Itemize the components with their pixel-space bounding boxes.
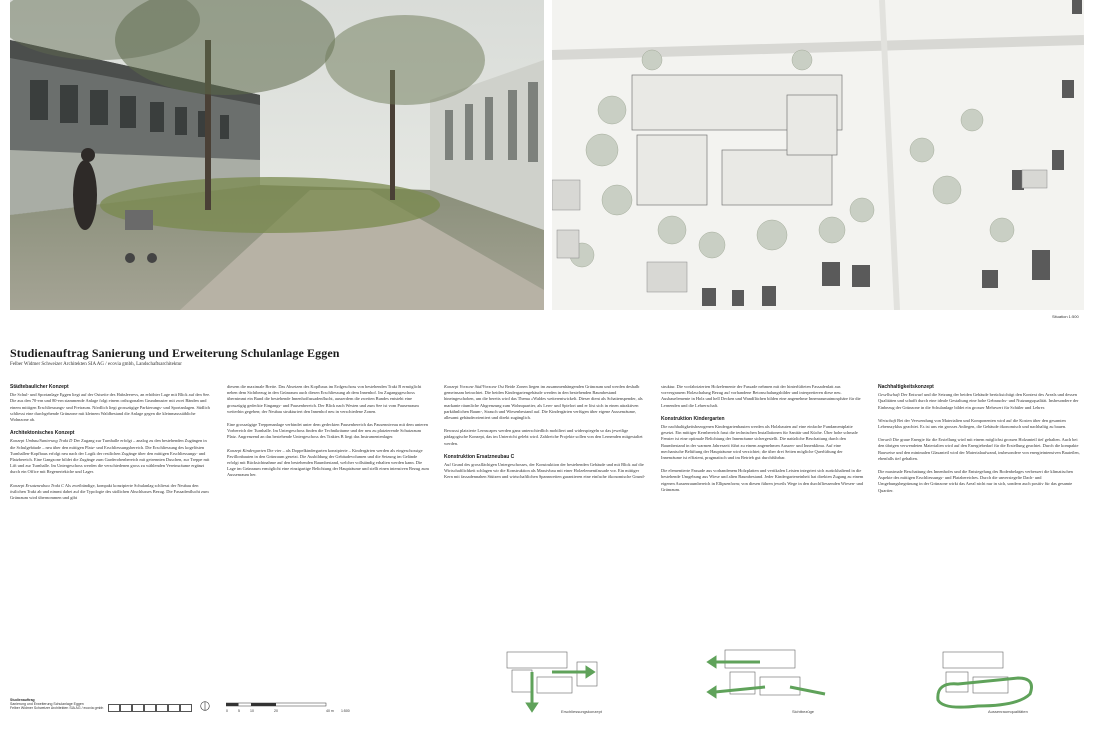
- scale-tick-label: 10: [250, 709, 254, 713]
- page-subtitle: Felber Widmer Schweizer Architekten SIA AG / ecovia gmbh, Landschaftsarchitektur: [10, 362, 182, 367]
- scale-bar-graphic: [226, 702, 356, 708]
- paragraph-body: Beide Zonen liegen im zusammenhängenden Grünraum und werden deshalb gemeinsam betrachtet. Die beiden Kindergartengebäude werden in den bestehenden Baumbestand hineingeschoben, um die bereits wird das Thema «Waldes weiterentwickelt. Dieser dient als Schattenspender, als markante räumliche Abgrenzung zum Wohnquartier, als Lern- und Spielort und er löst sich in einen attraktiven parkähnlichen Baum-, Strauch und Wiesenbestand auf. Die Kindergärten verfügen über eigene Aussenräume, allesamt gebäudeorientiert und direkt zugänglich.: [444, 384, 643, 421]
- section-paragraph: Bewusst platzierte Lernscapes werden ganz unterschiedlich mobiliert und widerspiegeln so das jeweilige pädagogische Konzept, das im Unterricht gelebt wird. Zahlreiche Projekte sollen von den Lernenden mitgestaltet werden.: [444, 428, 643, 446]
- text-column-4: [661, 384, 864, 500]
- scale-tick-label: 0: [226, 709, 228, 713]
- legend-box: [156, 704, 168, 712]
- diagram-caption: Aussenraumqualitäten: [988, 709, 1028, 714]
- text-column-2: [227, 384, 430, 486]
- legend-box: [168, 704, 180, 712]
- section-paragraph: Die maximale Beschattung des Innenhofes und die Entsiegelung des Bodenbelages verbessert die klimatischen Aspekte des mittigen Erschliessungs- und Platzbereiches. Durch die unversiegelte Dach- und Umgebungsbegrünung in der Grünzone wirkt das Areal nicht nur in sich, sondern auch positiv für das gesamte Quartier.: [878, 469, 1073, 493]
- footer-line: Felber Widmer Schweizer Architekten SIA AG / ecovia gmbh: [10, 706, 104, 711]
- scale-tick-label: 20: [274, 709, 278, 713]
- section-paragraph: [227, 448, 430, 479]
- section-paragraph: Auf Grund des grossflächigen Untergeschosses, der Konstruktion der bestehenden Gebäude und mit Blick auf die Wirtschaftlichkeit schlagen wir die Konstruktion als Massivbau mit einer Holzelementfassade vor. Ein mittiger Kern mit fassadennahen Stützen und wirtschaftlichen Spannweiten garantieren eine einfache ökonomische Grund-: [444, 462, 646, 480]
- paragraph-body: Die vier – als Doppelkindergarten konzipierte – Kindergärten werden als eingeschossige Pavillonbauten in den Grünraum gesetzt. Die Ausbildung der Gebäudevolumen und die Setzung im Gelände erfolgt mit Rücksichtnahme auf den bestehenden Baumbestand, welcher vollständig erhalten werden kann. Die Lage im Grünraum ermöglicht eine einzigartige Belichtung der Haupträume und stellt einen intensiven Bezug zum Aussenraum her.: [227, 447, 429, 478]
- legend-box: [120, 704, 132, 712]
- diagram-caption: Erschliessungskonzept: [561, 709, 602, 714]
- paragraph-body: Der Zugang zur Turnhalle erfolgt – analog zu den bestehenden Zugängen in die Schulgebäude – neu über den mittigen Platz- und Erschliessungsbereich. Die Erschliessung des kogelösten Turnhallen-Kopfbaus erfolgt neu nach der Logik der restlichen Zugänge über den mittigen Erschliessungs- und Platzbereich. Eine Gangzone bildet die Zugänge zum Garderobenbereich mit getrennten Duschen, zur Treppe mit Lift und zur Turnhalle. Im Untergeschoss werden die verschiedenen gross zu wählenden Vereinsräume ergänzt durch ein Office mit Regeneriekiche und Lager.: [10, 438, 210, 475]
- section-heading: Nachhaltigkeitskonzept: [878, 384, 934, 390]
- sightlines-diagram: [705, 632, 835, 716]
- paragraph-body: Als zweibündige, kompakt konzipierte Schulanlag schliesst der Neubau den östlichen Trakt ab und nimmt dabei auf die Typologie des südlichen Abschlusses Bezug. Die Fassadenflucht zum Grünraum wird übernommen und gibt: [10, 482, 209, 501]
- paragraph-body: Der Entwurf und die Setzung der beiden Gebäude berücksichtigt den Kontext des Areals und dessen Qualitäten und schafft durch eine ideale Gestaltung eine hohe Gebrauchs- und Nutzungsqualität. Insbesondere der Einbezug der Grünzone in die Schulanlage bildet ein grosser Mehrwert für Schüler und Lehrer.: [878, 392, 1079, 410]
- site-plan: [552, 0, 1084, 310]
- legend-box: [108, 704, 120, 712]
- section-heading: Konstruktion Kindergarten: [661, 415, 725, 422]
- paragraph-lead: Wirtschaft: [878, 417, 897, 423]
- diagram-caption: Sichtbezüge: [792, 709, 815, 714]
- sheet-legend: [108, 704, 192, 712]
- section-paragraph: [878, 437, 1081, 462]
- section-paragraph: Die nachhaltigkeitsbezogenen Kindergartenbauten werden als Holzbauten auf eine einfache Fundamentplatte gesetzt. Ein mittiger Kernbereich fasst die technischen Installationen für Sanitär und Küche. Über hohe schmale Fenster ist eine optimale Belichtung der Innenräume sichergestellt. Die natürliche Beschattung durch den Baumbestand in der warmen Jahreszeit führt zu einem angenehmen Aussen- und Innenklima. Auf eine mechanische Belüftung der Haupträume wird verzichtet; die über drei Seiten mögliche Querlüftung der Innenräume ist effizient, pragmatisch und im Betrieb gut durchführbar.: [661, 424, 858, 461]
- footer-line: Studienauftrag: [10, 698, 35, 702]
- section-paragraph: [878, 392, 1081, 411]
- section-paragraph: struktur. Die vorfabrizierten Holzelemente der Fassade nehmen mit der hinterlüfteten Fassadenlatt aus vorvergrauem Holzschalung Bezug auf vorhandene Betonschalungsbilder und interpretieren diese neu. Ausbauelemente in Holz und hell Decken und Wandflächen bilden eine angenehme Innenraumatmosphäre für die Lernenden und die Lehrerschaft.: [661, 384, 861, 408]
- paragraph-body: Bei der Verwendung von Materialien und Komponenten wird auf die Kosten über den gesamten Lebenszyklus geachtet. Es ist uns ein grosses Anliegen, die Gebäude ökonomisch und nachhaltig zu bauen.: [878, 417, 1067, 430]
- section-heading: Städtebaulicher Konzept: [10, 384, 69, 390]
- page-title: Studienauftrag Sanierung und Erweiterung Schulanlage Eggen: [10, 346, 340, 360]
- paragraph-lead: Konzept Vorzone Süd/Vorzone Ost: [444, 384, 504, 389]
- paragraph-body: Die graue Energie für die Erstellung wird mit einem möglichst grossen Holzanteil tief gehalten. Auch bei den übrigen verwendeten Materialien wird auf den Energiebedarf für die Erstellung geachtet. Durch die kompakte Bauweise und den minimalen Glasanteil wird der Materialaufwand, insbesondere von energieintensiven Bauteilen, ebenfalls tief gehalten.: [878, 437, 1080, 461]
- paragraph-lead: Gesellschaft: [878, 392, 900, 398]
- section-paragraph: [878, 418, 1081, 430]
- section-heading: Konstruktion Ersatzneubau C: [444, 453, 515, 460]
- access-concept-diagram: [492, 632, 622, 716]
- scale-tick-label: 40 m: [326, 709, 334, 713]
- section-paragraph: [10, 483, 213, 502]
- legend-box: [180, 704, 192, 712]
- text-column-5: [878, 384, 1081, 501]
- north-arrow-icon: [200, 701, 210, 711]
- scale-ratio: 1:500: [341, 709, 350, 713]
- section-paragraph: Die Schul- und Sportanlage Eggen liegt auf der Ostseite des Habsleerevs, an erhöhter Lage mit Blick auf den See. Die aus den 70-ern und 80-ern stammende Anlage folgt einem orthogonalen Grundmuster mit zwei Bänden und einem mittigen Erschliessungs- und Freiraum. Nördlich liegt grosszügige Parkierungs- und Sportanlagen. Südlich schliesst eine durchgehende Grünzone mit kleinem Waldbestand die Anlage gegen die kleinmassstäbliche Wohnzone ab.: [10, 392, 211, 423]
- paragraph-lead: Konzept Ersatzneubau Trakt C: [10, 482, 65, 488]
- paragraph-lead: Konzept Umbau/Sanierung Trakt D: [10, 438, 73, 444]
- perspective-rendering: [10, 0, 544, 310]
- section-paragraph: diesem die maximale Breite. Das Absetzen des Kopfbaus im Erdgeschoss von bestehenden Trakt B ermöglicht neben dem Sichtbezug in den Grünraum auch diesen Erschliessung ab dem Innenhof. Im Zugangsgeschoss übernimmt ein Bund die bestehende Innenhoffassadenflucht, ausserdem die zweiten Bundes entsteht eine grosszügig gedeckte Eingangs- und Pausenbereich. Der Blick nach Westen und zum See ist vom Pausenraum weiterhin gegeben; der Neubau strukturiert den Innenhof neu in verschiedene Zonen.: [227, 384, 422, 414]
- scale-bar: [226, 702, 356, 716]
- section-paragraph: [10, 438, 213, 475]
- section-paragraph: [444, 384, 647, 421]
- paragraph-lead: Umwelt: [878, 437, 892, 443]
- legend-box: [132, 704, 144, 712]
- scale-tick-label: 5: [238, 709, 240, 713]
- section-paragraph: Die elementierte Fassade aus vorhandenem Holzplatten und vertikalen Leisten integriert sich zurückhaltend in die bestehende Umgebung aus Wiese und alten Baumbestand. Jeder Kindergarteneinheit hat direkten Zugang zu einem eigenen Aussenraumbereich in Ellipsenform; von diesen führen jeweils Wege in den durchfliessenden Wiesen- und Grünraum.: [661, 468, 864, 492]
- outdoor-quality-diagram: [918, 632, 1048, 716]
- section-paragraph: Eine grosszügige Treppenanlage verbindet unter dem gedeckten Pausenbereich das Pausenniveau mit dem unteren Vorbereich der Turnhalle. Im Untergeschoss finden die Technikräume und der neu zu platzierende Schutzraum Platz. Angrenzend an das bestehende Untergeschoss des Traktes B liegt das Instrumentenlager.: [227, 422, 428, 440]
- section-heading: Architektonisches Konzept: [10, 430, 75, 437]
- footer-info: [10, 698, 103, 711]
- site-plan-scale-label: Situation 1:500: [1052, 314, 1079, 319]
- text-column-3: [444, 384, 647, 488]
- text-column-1: [10, 384, 213, 508]
- paragraph-lead: Konzept Kindergarten: [227, 447, 266, 453]
- footer-line: Sanierung und Erweiterung Schulanlage Eggen: [10, 702, 84, 707]
- legend-box: [144, 704, 156, 712]
